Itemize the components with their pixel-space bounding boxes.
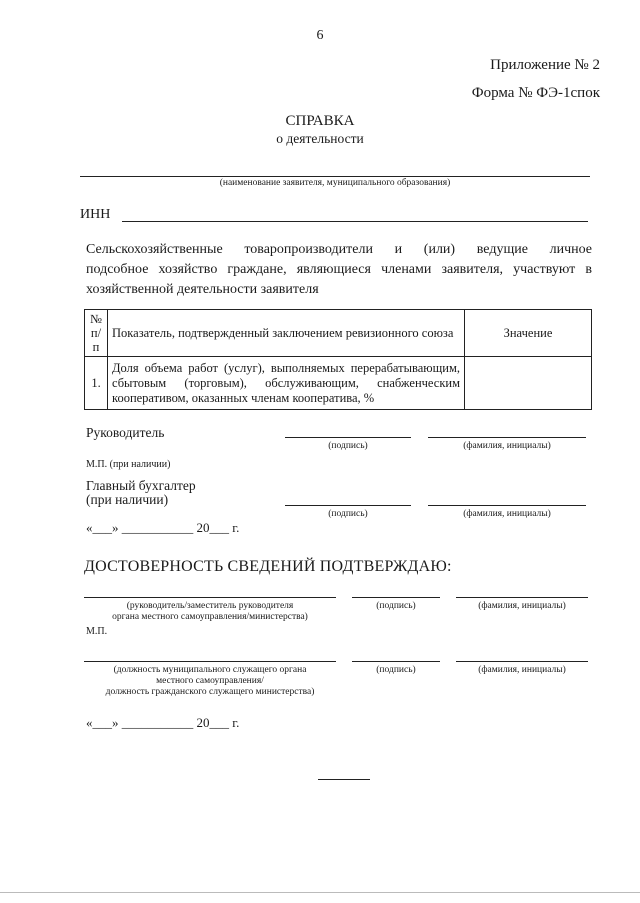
- row-indicator: [108, 357, 465, 410]
- official-line[interactable]: [84, 597, 336, 598]
- position-name-caption: (фамилия, инициалы): [478, 665, 566, 675]
- table-row: [85, 357, 592, 410]
- form-number: Форма № ФЭ-1спок: [471, 85, 600, 101]
- table-header-row: [85, 310, 592, 357]
- inn-label: ИНН: [80, 207, 111, 222]
- accountant-label-line-2: (при наличии): [86, 492, 169, 507]
- header-num: № п/п: [85, 310, 108, 357]
- accountant-signature-line[interactable]: [285, 505, 411, 506]
- indicator-table: [84, 309, 592, 410]
- intro-line-1: Сельскохозяйственные товаропроизводители и (или) ведущие личное: [86, 242, 592, 257]
- head-signature-caption: (подпись): [328, 441, 368, 451]
- appendix-label: Приложение № 2: [490, 57, 600, 73]
- position-line[interactable]: [84, 661, 336, 662]
- head-name-caption: (фамилия, инициалы): [463, 441, 551, 451]
- accountant-signature-caption: (подпись): [328, 509, 368, 519]
- stamp-label: М.П. (при наличии): [86, 459, 171, 470]
- head-label: Руководитель: [86, 425, 165, 440]
- row-indicator-line-1: Доля объема работ (услуг), выполняемых перерабатывающим,: [112, 360, 460, 375]
- position-name-line[interactable]: [456, 661, 588, 662]
- row-indicator-line-3: кооперативом, оказанных членам кооператива, %: [112, 390, 375, 405]
- confirmation-heading: ДОСТОВЕРНОСТЬ СВЕДЕНИЙ ПОДТВЕРЖДАЮ:: [84, 558, 452, 575]
- official-signature-line[interactable]: [352, 597, 440, 598]
- position-signature-line[interactable]: [352, 661, 440, 662]
- document-title: СПРАВКА: [285, 113, 355, 129]
- position-caption-line-3: должность гражданского служащего министерства): [105, 687, 315, 697]
- applicant-name-line[interactable]: [80, 176, 590, 177]
- head-name-line[interactable]: [428, 437, 586, 438]
- row-num: 1.: [85, 357, 108, 410]
- position-caption-line-1: (должность муниципального служащего органа: [113, 665, 307, 675]
- accountant-name-caption: (фамилия, инициалы): [463, 509, 551, 519]
- head-signature-line[interactable]: [285, 437, 411, 438]
- official-name-caption: (фамилия, инициалы): [478, 601, 566, 611]
- date-line[interactable]: «___» ___________ 20___ г.: [86, 520, 240, 535]
- applicant-caption: (наименование заявителя, муниципального образования): [219, 178, 451, 188]
- accountant-name-line[interactable]: [428, 505, 586, 506]
- official-caption-line-2: органа местного самоуправления/министерства): [112, 612, 308, 622]
- header-value: Значение: [465, 310, 592, 357]
- official-name-line[interactable]: [456, 597, 588, 598]
- intro-line-3: хозяйственной деятельности заявителя: [86, 282, 319, 297]
- position-caption-line-2: местного самоуправления/: [156, 676, 264, 686]
- position-signature-caption: (подпись): [376, 665, 416, 675]
- page-number: 6: [316, 28, 324, 43]
- document-subtitle: о деятельности: [276, 131, 364, 146]
- row-value-cell[interactable]: [465, 357, 592, 410]
- row-indicator-line-2: сбытовым (торговым), обслуживающим, снабженческим: [112, 375, 460, 390]
- accountant-label-line-1: Главный бухгалтер: [86, 478, 196, 493]
- page-bottom-edge: [0, 892, 640, 893]
- official-signature-caption: (подпись): [376, 601, 416, 611]
- intro-line-2: подсобное хозяйство граждане, являющиеся членами заявителя, участвуют в: [86, 262, 592, 277]
- header-indicator: Показатель, подтвержденный заключением ревизионного союза: [108, 310, 465, 357]
- confirmation-stamp: М.П.: [86, 626, 108, 637]
- confirmation-date-line[interactable]: «___» ___________ 20___ г.: [86, 715, 240, 730]
- official-caption-line-1: (руководитель/заместитель руководителя: [126, 601, 294, 611]
- inn-input-line[interactable]: [122, 221, 588, 222]
- end-separator: [318, 779, 370, 780]
